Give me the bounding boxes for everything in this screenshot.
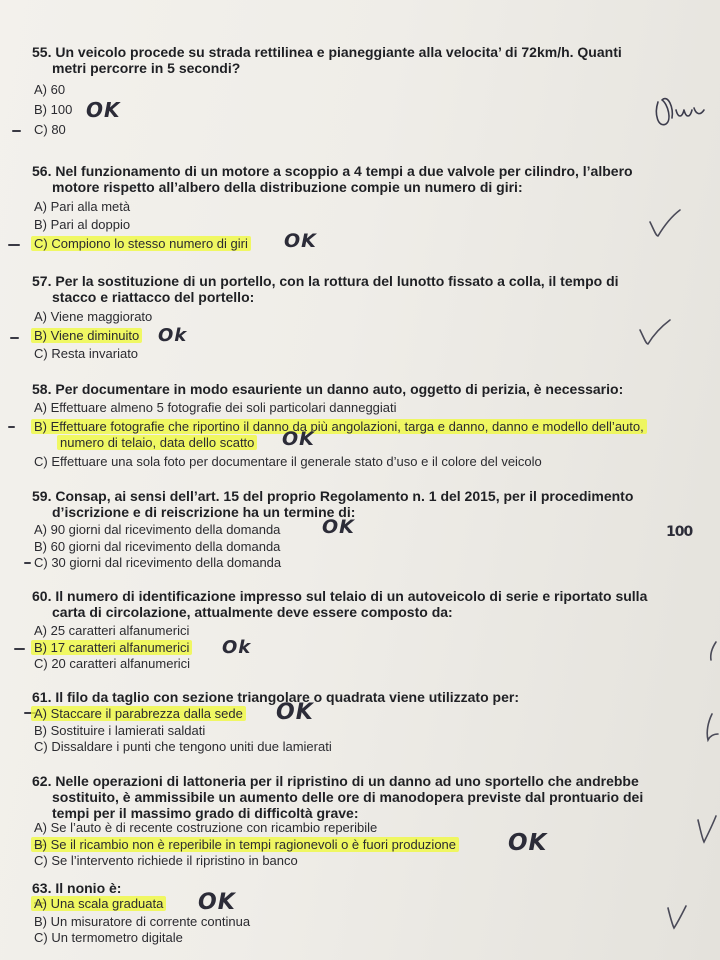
option-b (34, 419, 647, 435)
option-a: A) Pari alla metà (34, 199, 131, 214)
check-mark-icon (646, 206, 686, 240)
ok-mark: Ok (222, 637, 252, 658)
question-63 (32, 880, 712, 896)
question-58 (32, 381, 712, 397)
dash-mark (10, 337, 19, 339)
question-text: 56. Nel funzionamento di un motore a scoppio a 4 tempi a due valvole per cilindro, l’albero (32, 163, 633, 179)
question-text: d’iscrizione e di reiscrizione ha un termine di: (52, 504, 356, 520)
question-text: motore rispetto all’albero della distribuzione compie un numero di giri: (52, 179, 523, 195)
option-a: A) Effettuare almeno 5 fotografie dei soli particolari danneggiati (34, 400, 397, 415)
dash-mark (12, 130, 21, 132)
question-text: 61. Il filo da taglio con sezione triangolare o quadrata viene utilizzato per: (32, 689, 519, 705)
check-mark-icon (664, 902, 694, 932)
ok-mark: OK (508, 830, 548, 856)
option-c: C) 20 caratteri alfanumerici (34, 656, 191, 671)
option-a (34, 706, 246, 722)
option-a: A) 90 giorni dal ricevimento della domanda (34, 522, 281, 537)
option-a: A) Viene maggiorato (34, 309, 153, 324)
option-c: C) Dissaldare i punti che tengono uniti due lamierati (34, 739, 332, 754)
option-a: A) 60 (34, 82, 66, 97)
question-text: 59. Consap, ai sensi dell’art. 15 del proprio Regolamento n. 1 del 2015, per il procedimento (32, 488, 634, 504)
ok-mark: OK (198, 890, 236, 915)
question-61 (32, 689, 712, 705)
option-a: A) Se l’auto è di recente costruzione con ricambio reperibile (34, 820, 378, 835)
option-b: B) 60 giorni dal ricevimento della domanda (34, 539, 281, 554)
option-b (34, 328, 142, 344)
question-60 (32, 588, 712, 620)
option-b-continued (60, 435, 257, 451)
question-text: carta di circolazione, attualmente deve essere composto da: (52, 604, 453, 620)
option-c: C) Resta invariato (34, 346, 139, 361)
question-55 (32, 44, 712, 76)
option-b: B) Sostituire i lamierati saldati (34, 723, 206, 738)
signature-scribble (650, 84, 710, 134)
option-c: C) 80 (34, 122, 66, 137)
question-57 (32, 273, 712, 305)
option-c: C) Un termometro digitale (34, 930, 183, 945)
ok-mark: OK (284, 230, 317, 252)
question-text: stacco e riattacco del portello: (52, 289, 255, 305)
check-mark-icon (700, 712, 720, 742)
question-62 (32, 773, 712, 821)
ok-mark: OK (282, 428, 315, 450)
option-b: B) Un misuratore di corrente continua (34, 914, 251, 929)
question-text: 55. Un veicolo procede su strada rettilinea e pianeggiante alla velocita’ di 72km/h. Quanti (32, 44, 622, 60)
question-text: sostituito, è ammissibile un aumento delle ore di manodopera previste dal prontuario dei (52, 789, 644, 805)
option-c: C) Se l’intervento richiede il ripristino in banco (34, 853, 298, 868)
question-text: 58. Per documentare in modo esauriente un danno auto, oggetto di perizia, è necessario: (32, 381, 624, 397)
dash-mark (8, 426, 15, 428)
question-text: 57. Per la sostituzione di un portello, con la rottura del lunotto fissato a colla, il tempo di (32, 273, 619, 289)
option-c (34, 236, 251, 252)
dash-mark (14, 648, 25, 650)
highlighted-answer: B) Se il ricambio non è reperibile in tempi ragionevoli o è fuori produzione (31, 837, 459, 852)
option-a: A) 25 caratteri alfanumerici (34, 623, 190, 638)
check-mark-icon (694, 812, 720, 846)
option-a (34, 896, 166, 912)
option-b: B) Pari al doppio (34, 217, 131, 232)
score-mark: 100 (666, 524, 693, 540)
highlighted-answer: A) Staccare il parabrezza dalla sede (31, 706, 246, 721)
question-text: tempi per il massimo grado di difficoltà grave: (52, 805, 359, 821)
question-59 (32, 488, 712, 520)
dash-mark (8, 244, 20, 246)
question-text: metri percorre in 5 secondi? (52, 60, 241, 76)
check-mark-icon (636, 316, 676, 348)
question-text: 63. Il nonio è: (32, 880, 122, 896)
question-text: 60. Il numero di identificazione impresso sul telaio di un autoveicolo di serie e riportato sulla (32, 588, 648, 604)
highlighted-answer: B) 17 caratteri alfanumerici (31, 640, 192, 655)
option-b (34, 640, 192, 656)
option-b (34, 837, 459, 853)
question-text: 62. Nelle operazioni di lattoneria per il ripristino di un danno ad uno sportello che andrebbe (32, 773, 639, 789)
ok-mark: Ok (158, 325, 188, 346)
ok-mark: OK (86, 98, 121, 122)
highlighted-answer: A) Una scala graduata (31, 896, 166, 911)
ok-mark: OK (276, 700, 314, 725)
option-c: C) 30 giorni dal ricevimento della domanda (34, 555, 282, 570)
option-b: B) 100 (34, 102, 73, 117)
dash-mark (24, 562, 31, 564)
check-mark-icon (706, 640, 720, 662)
highlighted-answer: B) Effettuare fotografie che riportino il danno da più angolazioni, targa e danno, danno e modello dell’auto, (31, 419, 647, 434)
highlighted-answer: B) Viene diminuito (31, 328, 142, 343)
ok-mark: OK (322, 516, 355, 538)
question-56 (32, 163, 712, 195)
highlighted-answer: numero di telaio, data dello scatto (57, 435, 257, 450)
option-c: C) Effettuare una sola foto per documentare il generale stato d’uso e il colore del veicolo (34, 454, 542, 469)
highlighted-answer: C) Compiono lo stesso numero di giri (31, 236, 251, 251)
